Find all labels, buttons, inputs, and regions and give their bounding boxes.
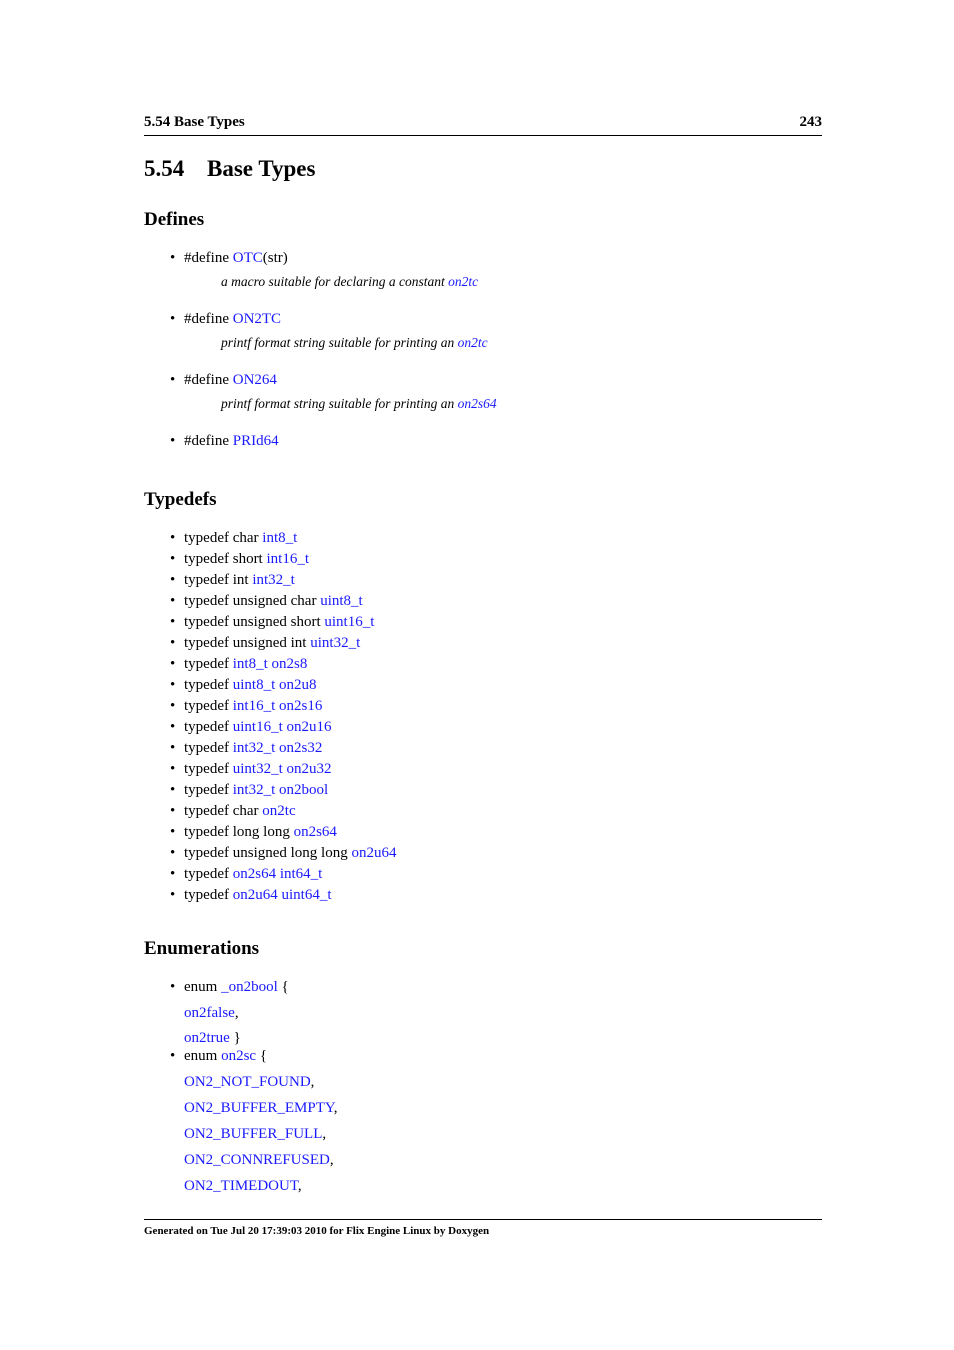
section-number: 5.54 [144, 156, 185, 181]
enum-value-link[interactable]: ON2_BUFFER_FULL [184, 1126, 323, 1142]
enum-value: on2true } [184, 1030, 241, 1046]
typedef-link[interactable]: on2u64 [351, 845, 397, 861]
bullet: • [170, 761, 176, 777]
typedef-item: • typedef int16_t on2s16 [170, 696, 396, 717]
typedef-link[interactable]: uint32_t [310, 635, 361, 651]
typedef-item: • typedef unsigned char uint8_t [170, 591, 396, 612]
typedef-link[interactable]: int16_t on2s16 [232, 698, 323, 714]
bullet: • [170, 698, 176, 714]
enumerations-heading: Enumerations [144, 938, 260, 959]
typedef-item: • typedef unsigned int uint32_t [170, 633, 396, 654]
desc-link-on2tc[interactable]: on2tc [457, 335, 488, 350]
enum-values [170, 1000, 338, 1050]
section-title-text: Base Types [207, 156, 316, 181]
typedef-link[interactable]: on2s64 [293, 824, 337, 840]
bullet: • [170, 677, 176, 693]
desc-link-on2tc[interactable]: on2tc [448, 274, 479, 289]
typedef-item: • typedef on2s64 int64_t [170, 864, 396, 885]
typedef-item: • typedef char on2tc [170, 801, 396, 822]
typedef-item: • typedef int32_t on2s32 [170, 738, 396, 759]
typedef-link[interactable]: uint16_t [324, 614, 375, 630]
enum-value: ON2_BUFFER_EMPTY, [184, 1100, 338, 1116]
bullet: • [170, 593, 176, 609]
typedef-link[interactable]: int32_t [252, 572, 295, 588]
typedef-link[interactable]: on2tc [262, 803, 296, 819]
section-title [144, 156, 315, 182]
typedef-item: • typedef short int16_t [170, 549, 396, 570]
define-description: printf format string suitable for printing an on2tc [221, 335, 488, 350]
enum-value-link[interactable]: ON2_BUFFER_EMPTY [184, 1100, 334, 1116]
bullet: • [170, 433, 176, 449]
typedef-item: • typedef uint32_t on2u32 [170, 759, 396, 780]
enumerations-list [170, 977, 338, 1199]
enum-value: on2false, [184, 1005, 239, 1021]
typedef-item: • typedef char int8_t [170, 528, 396, 549]
enum-values [184, 1069, 338, 1199]
typedef-link[interactable]: on2s64 int64_t [232, 866, 323, 882]
header-page-number: 243 [799, 114, 822, 130]
bullet: • [170, 530, 176, 546]
enum-link-on2bool[interactable]: _on2bool [221, 979, 278, 995]
enum-link-on2sc[interactable]: on2sc [221, 1048, 257, 1064]
define-link-on2tc[interactable]: ON2TC [232, 311, 282, 327]
enum-item: • enum on2sc { ON2_NOT_FOUND, ON2_BUFFER_EMPTY, ON2_BUFFER_FULL, ON2_CONNREFUSED, ON2_TIMEDOUT, [170, 1046, 338, 1199]
enum-value-link[interactable]: ON2_TIMEDOUT [184, 1178, 298, 1194]
typedefs-list [170, 528, 396, 906]
typedef-link[interactable]: uint32_t on2u32 [232, 761, 332, 777]
typedef-link[interactable]: int8_t [262, 530, 298, 546]
defines-list [170, 248, 497, 452]
typedef-item: • typedef unsigned long long on2u64 [170, 843, 396, 864]
bullet: • [170, 979, 176, 995]
typedef-link[interactable]: uint8_t on2u8 [232, 677, 317, 693]
enum-value: ON2_CONNREFUSED, [184, 1152, 334, 1168]
bullet: • [170, 824, 176, 840]
define-link-on264[interactable]: ON264 [232, 372, 277, 388]
defines-heading: Defines [144, 209, 205, 230]
bullet: • [170, 866, 176, 882]
running-header [144, 113, 822, 136]
bullet: • [170, 572, 176, 588]
page-footer: Generated on Tue Jul 20 17:39:03 2010 for Flix Engine Linux by Doxygen [144, 1219, 822, 1237]
desc-link-on2s64[interactable]: on2s64 [457, 396, 497, 411]
bullet: • [170, 635, 176, 651]
typedefs-heading: Typedefs [144, 489, 217, 510]
typedef-link[interactable]: int16_t [266, 551, 309, 567]
bullet: • [170, 311, 176, 327]
typedef-link[interactable]: uint16_t on2u16 [232, 719, 332, 735]
bullet: • [170, 614, 176, 630]
define-item: • #define OTC(str) a macro suitable for declaring a constant on2tc [170, 248, 497, 291]
bullet: • [170, 551, 176, 567]
typedef-item: • typedef int32_t on2bool [170, 780, 396, 801]
typedef-link[interactable]: int32_t on2bool [232, 782, 329, 798]
bullet: • [170, 782, 176, 798]
define-link-prid64[interactable]: PRId64 [232, 433, 279, 449]
enum-value-link[interactable]: ON2_NOT_FOUND [184, 1074, 311, 1090]
enum-value: ON2_TIMEDOUT, [184, 1178, 302, 1194]
bullet: • [170, 656, 176, 672]
bullet: • [170, 887, 176, 903]
define-item: • #define ON2TC printf format string suitable for printing an on2tc [170, 309, 497, 352]
typedef-link[interactable]: on2u64 uint64_t [232, 887, 332, 903]
typedef-item: • typedef int8_t on2s8 [170, 654, 396, 675]
typedef-item: • typedef int int32_t [170, 570, 396, 591]
typedef-item: • typedef long long on2s64 [170, 822, 396, 843]
enum-value: ON2_BUFFER_FULL, [184, 1126, 327, 1142]
define-description: a macro suitable for declaring a constant on2tc [221, 274, 479, 289]
bullet: • [170, 372, 176, 388]
typedef-item: • typedef uint8_t on2u8 [170, 675, 396, 696]
typedef-link[interactable]: uint8_t [320, 593, 363, 609]
bullet: • [170, 719, 176, 735]
bullet: • [170, 740, 176, 756]
define-link-otc[interactable]: OTC [232, 250, 263, 266]
enum-value: ON2_NOT_FOUND, [184, 1074, 315, 1090]
enum-value-link[interactable]: on2true [184, 1030, 230, 1046]
enum-item: • enum _on2bool { on2false, on2true } [170, 977, 338, 1050]
typedef-link[interactable]: int8_t on2s8 [232, 656, 308, 672]
typedef-item: • typedef uint16_t on2u16 [170, 717, 396, 738]
typedef-item: • typedef on2u64 uint64_t [170, 885, 396, 906]
enum-value-link[interactable]: on2false [184, 1005, 235, 1021]
define-item: • #define PRId64 [170, 431, 497, 452]
header-section-title: 5.54 Base Types [144, 114, 245, 130]
bullet: • [170, 250, 176, 266]
enum-value-link[interactable]: ON2_CONNREFUSED [184, 1152, 330, 1168]
typedef-item: • typedef unsigned short uint16_t [170, 612, 396, 633]
define-item: • #define ON264 printf format string suitable for printing an on2s64 [170, 372, 497, 411]
define-description: printf format string suitable for printing an on2s64 [221, 396, 497, 411]
bullet: • [170, 803, 176, 819]
bullet: • [170, 845, 176, 861]
typedef-link[interactable]: int32_t on2s32 [232, 740, 323, 756]
bullet: • [170, 1048, 176, 1064]
